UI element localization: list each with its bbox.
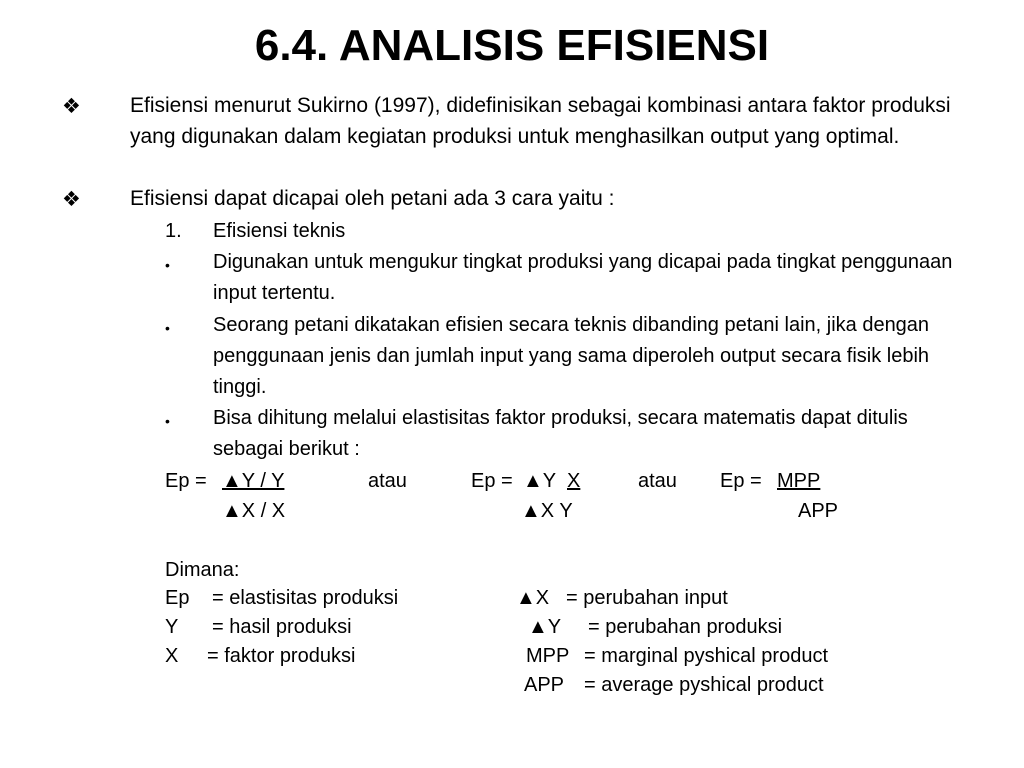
legend-description: = elastisitas produksi (212, 587, 399, 609)
dot-bullet-icon: • (165, 413, 170, 429)
formula-1-prefix: Ep = (165, 470, 213, 492)
numbered-item-technical-efficiency: Efisiensi teknis (213, 220, 346, 242)
bullet-definition: Efisiensi menurut Sukirno (1997), didefinisikan sebagai kombinasi antara faktor produksi yang digunakan dalam kegiatan produksi untuk menghasilkan output yang optimal. (130, 94, 951, 148)
legend-symbol: Y (165, 616, 179, 638)
list-number: 1. (165, 220, 182, 242)
legend-symbol: APP (524, 674, 565, 696)
legend-description: = faktor produksi (207, 645, 356, 667)
slide-title: 6.4. ANALISIS EFISIENSI (254, 21, 770, 70)
atau-label: atau (368, 470, 407, 492)
formula-3-prefix: Ep = (720, 470, 768, 492)
legend-heading: Dimana: (165, 559, 240, 581)
sub-bullet-elasticity: Bisa dihitung melalui elastisitas faktor produksi, secara matematis dapat ditulis sebagai berikut : (213, 407, 908, 460)
formula-1-denominator: ▲X / X (222, 500, 286, 522)
legend-description: = hasil produksi (212, 616, 352, 638)
formula-2-numerator-b: X (567, 470, 581, 492)
formula-3-numerator: MPP (777, 470, 821, 492)
legend-symbol: ▲Y (528, 616, 562, 638)
formula-3-denominator: APP (798, 500, 839, 522)
legend-description: = average pyshical product (584, 674, 824, 696)
legend-description: = perubahan input (566, 587, 728, 609)
sub-bullet-measure: Digunakan untuk mengukur tingkat produksi yang dicapai pada tingkat penggunaan input tertentu. (213, 251, 953, 304)
legend-symbol: MPP (526, 645, 570, 667)
dot-bullet-icon: • (165, 257, 170, 273)
atau-label: atau (638, 470, 677, 492)
diamond-bullet-icon: ❖ (62, 94, 81, 118)
formula-2-denominator: ▲X Y (521, 500, 573, 522)
legend-symbol: X (165, 645, 179, 667)
diamond-bullet-icon: ❖ (62, 187, 81, 211)
legend-symbol: ▲X (516, 587, 550, 609)
formula-2-numerator-a: ▲Y (523, 470, 557, 492)
dot-bullet-icon: • (165, 320, 170, 336)
sub-bullet-efficient-farmer: Seorang petani dikatakan efisien secara teknis dibanding petani lain, jika dengan penggunaan jenis dan jumlah input yang sama diperoleh output secara fisik lebih tinggi. (213, 314, 930, 398)
bullet-methods: Efisiensi dapat dicapai oleh petani ada 3 cara yaitu : (130, 187, 615, 210)
legend-description: = perubahan produksi (588, 616, 783, 638)
formula-2-prefix: Ep = (471, 470, 513, 492)
legend-description: = marginal pyshical product (584, 645, 829, 667)
legend-symbol: Ep (165, 587, 190, 609)
formula-1-numerator: ▲Y / Y (222, 470, 285, 492)
